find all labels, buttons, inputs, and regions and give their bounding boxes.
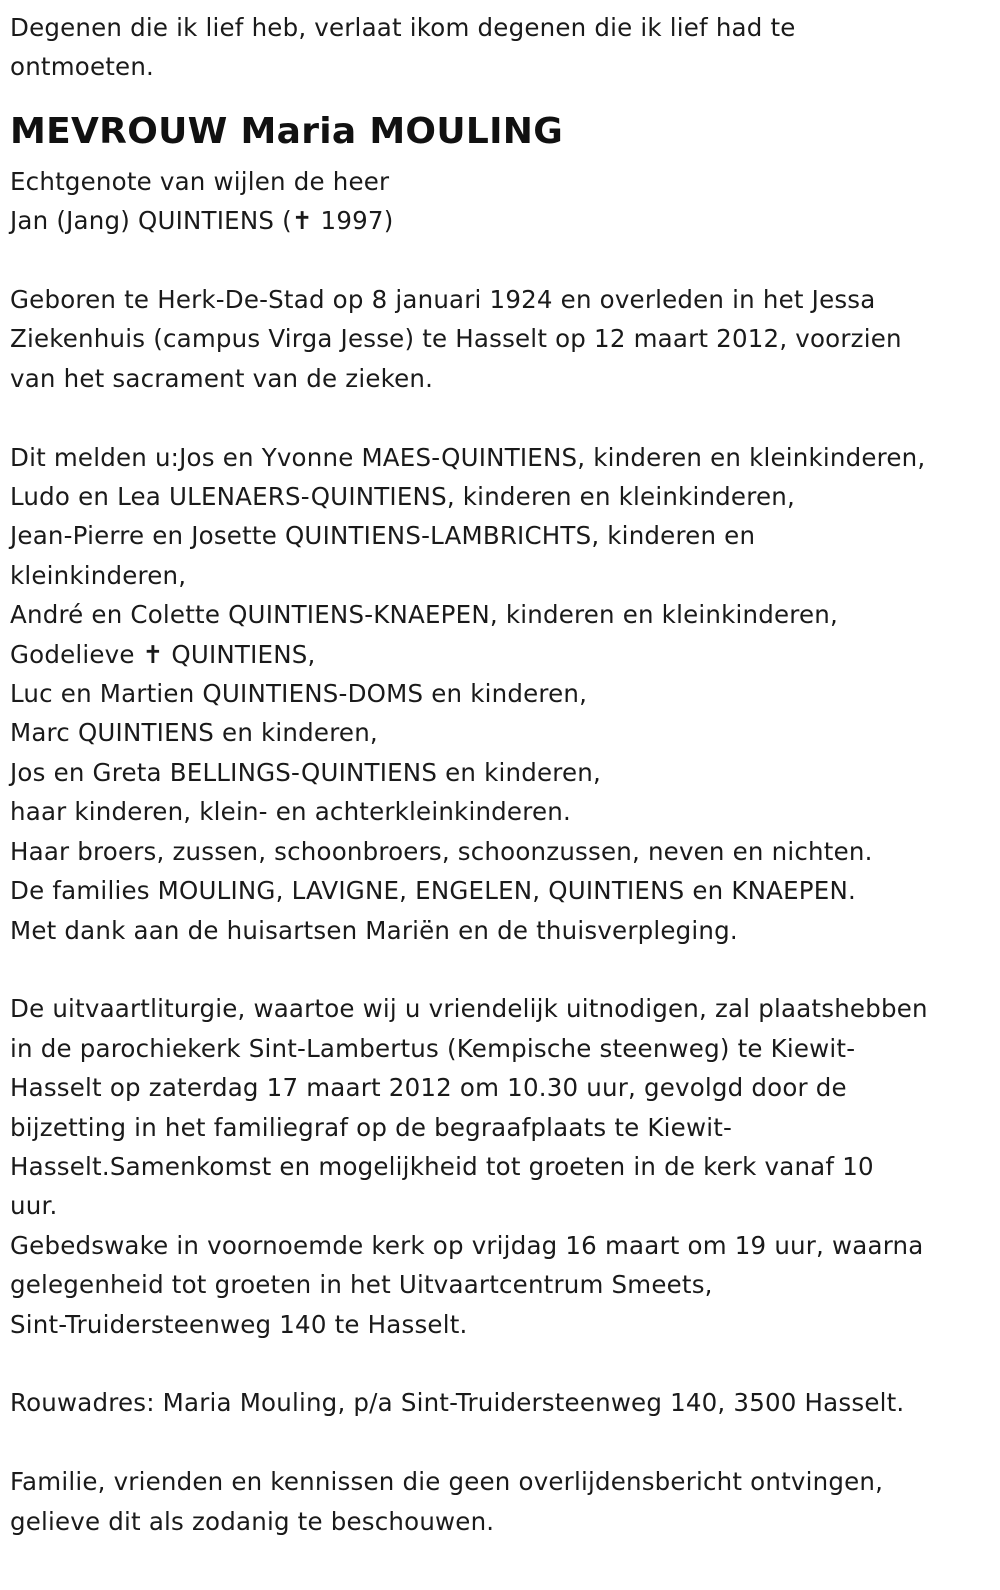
spouse-info: [10, 162, 990, 241]
family-line: Jean-Pierre en Josette QUINTIENS-LAMBRICHTS, kinderen en: [10, 521, 756, 551]
family-line: Jos en Greta BELLINGS-QUINTIENS en kinderen,: [10, 757, 601, 787]
family-line: Luc en Martien QUINTIENS-DOMS en kinderen,: [10, 679, 588, 709]
mourning-address: [10, 1383, 990, 1422]
funeral-line: Sint-Truidersteenweg 140 te Hasselt.: [10, 1309, 468, 1339]
motto-line: Degenen die ik lief heb, verlaat ikom degenen die ik lief had te: [10, 13, 796, 42]
spacer: [10, 1344, 990, 1383]
birth-death-line: Geboren te Herk-De-Stad op 8 januari 1924 en overleden in het Jessa: [10, 285, 876, 315]
closing-line: gelieve dit als zodanig te beschouwen.: [10, 1506, 495, 1536]
funeral-line: De uitvaartliturgie, waartoe wij u vriendelijk uitnodigen, zal plaatshebben: [10, 994, 928, 1024]
family-line: Met dank aan de huisartsen Mariën en de thuisverpleging.: [10, 915, 738, 945]
family-line: haar kinderen, klein- en achterkleinkinderen.: [10, 797, 571, 827]
spouse-line: Jan (Jang) QUINTIENS (✝ 1997): [10, 206, 394, 236]
funeral-line: Gebedswake in voornoemde kerk op vrijdag 16 maart om 19 uur, waarna: [10, 1230, 924, 1260]
motto: [10, 8, 990, 87]
family-line: Haar broers, zussen, schoonbroers, schoonzussen, neven en nichten.: [10, 836, 873, 866]
funeral-line: Hasselt.Samenkomst en mogelijkheid tot groeten in de kerk vanaf 10: [10, 1151, 874, 1181]
address-line: Rouwadres: Maria Mouling, p/a Sint-Truidersteenweg 140, 3500 Hasselt.: [10, 1388, 905, 1418]
family-line: André en Colette QUINTIENS-KNAEPEN, kinderen en kleinkinderen,: [10, 600, 838, 630]
motto-line: ontmoeten.: [10, 52, 155, 82]
family-line: kleinkinderen,: [10, 560, 187, 590]
spacer: [10, 398, 990, 437]
spacer: [10, 241, 990, 280]
family-line: Marc QUINTIENS en kinderen,: [10, 718, 378, 748]
birth-death-paragraph: [10, 280, 990, 398]
funeral-paragraph: [10, 989, 990, 1344]
family-paragraph: [10, 438, 990, 950]
spouse-line: Echtgenote van wijlen de heer: [10, 166, 390, 196]
closing-paragraph: [10, 1462, 990, 1541]
funeral-line: bijzetting in het familiegraf op de begraafplaats te Kiewit-: [10, 1112, 733, 1142]
funeral-line: uur.: [10, 1191, 58, 1221]
family-line: Godelieve ✝ QUINTIENS,: [10, 639, 316, 669]
spacer: [10, 950, 990, 989]
funeral-line: Hasselt op zaterdag 17 maart 2012 om 10.30 uur, gevolgd door de: [10, 1073, 847, 1103]
family-line: Ludo en Lea ULENAERS-QUINTIENS, kinderen en kleinkinderen,: [10, 482, 795, 512]
deceased-name-title: MEVROUW Maria MOULING: [10, 110, 564, 152]
family-line: De families MOULING, LAVIGNE, ENGELEN, QUINTIENS en KNAEPEN.: [10, 876, 856, 906]
family-line: Dit melden u:Jos en Yvonne MAES-QUINTIENS, kinderen en kleinkinderen,: [10, 442, 926, 472]
closing-line: Familie, vrienden en kennissen die geen overlijdensbericht ontvingen,: [10, 1467, 884, 1497]
funeral-line: in de parochiekerk Sint-Lambertus (Kempische steenweg) te Kiewit-: [10, 1033, 856, 1063]
birth-death-line: van het sacrament van de zieken.: [10, 363, 434, 393]
funeral-line: gelegenheid tot groeten in het Uitvaartcentrum Smeets,: [10, 1270, 713, 1300]
spacer: [10, 1423, 990, 1462]
birth-death-line: Ziekenhuis (campus Virga Jesse) te Hasselt op 12 maart 2012, voorzien: [10, 324, 902, 354]
